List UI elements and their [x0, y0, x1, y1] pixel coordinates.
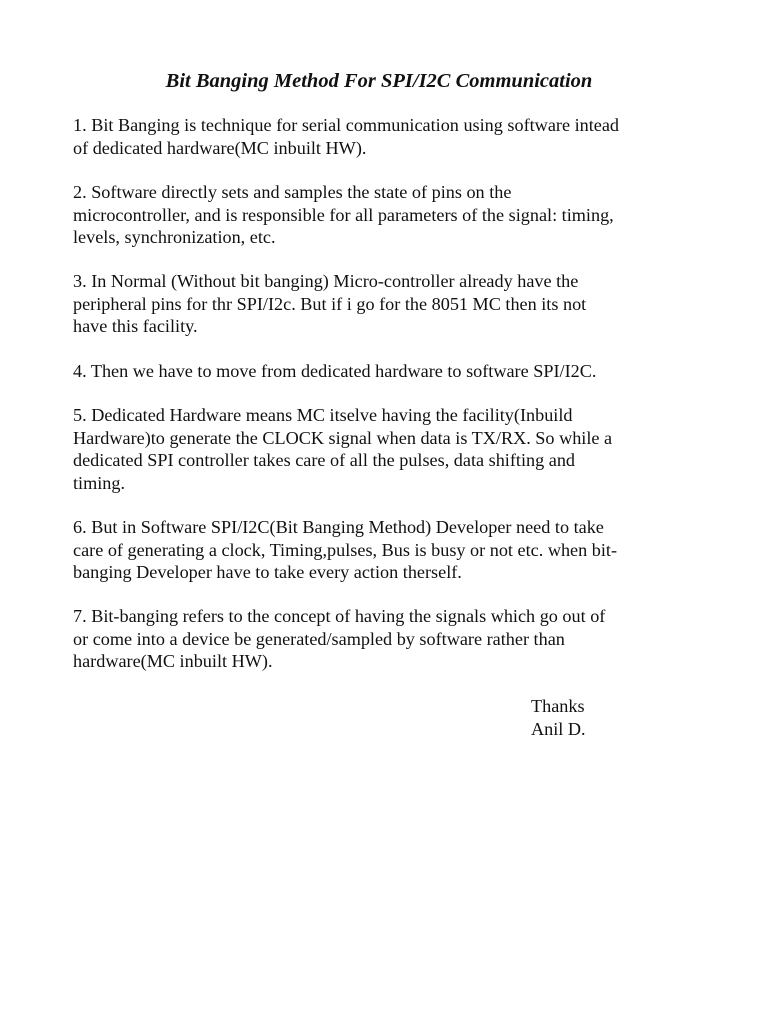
paragraph-3: 3. In Normal (Without bit banging) Micro-controller already have the peripheral pins for thr SPI/I2c. But if i go for the 8051 MC then its not have this facility. — [73, 271, 587, 337]
paragraph-5: 5. Dedicated Hardware means MC itselve having the facility(Inbuild Hardware)to generate the CLOCK signal when data is TX/RX. So while a dedicated SPI controller takes care of all the pulses, data shifting and timing. — [73, 405, 613, 493]
signoff-author: Anil D. — [531, 718, 586, 739]
paragraph-1: 1. Bit Banging is technique for serial communication using software intead of dedicated hardware(MC inbuilt HW). — [73, 115, 620, 158]
paragraph-4: 4. Then we have to move from dedicated hardware to software SPI/I2C. — [73, 361, 597, 381]
document-title: Bit Banging Method For SPI/I2C Communication — [165, 70, 593, 92]
paragraph-2: 2. Software directly sets and samples the state of pins on the microcontroller, and is responsible for all parameters of the signal: timing, levels, synchronization, etc. — [73, 182, 614, 248]
paragraph-6: 6. But in Software SPI/I2C(Bit Banging Method) Developer need to take care of generating a clock, Timing,pulses, Bus is busy or not etc. when bit- banging Developer have to take every action therself. — [73, 517, 618, 583]
signoff-block — [531, 695, 586, 740]
paragraph-7: 7. Bit-banging refers to the concept of having the signals which go out of or come into a device be generated/sampled by software rather than hardware(MC inbuilt HW). — [73, 606, 606, 672]
signoff-closing: Thanks — [531, 696, 585, 716]
